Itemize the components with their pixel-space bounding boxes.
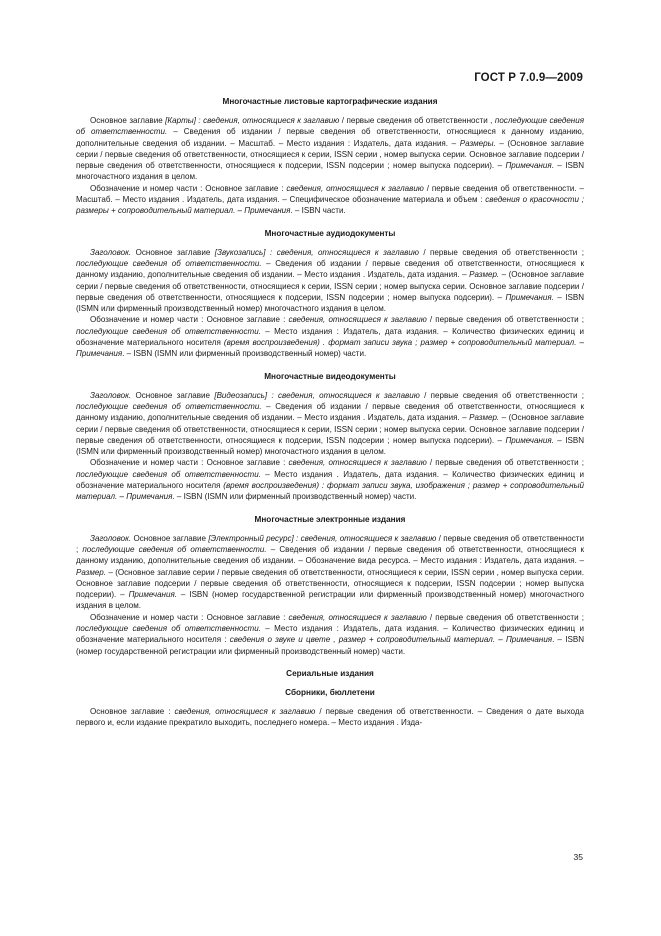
section-title: Сериальные издания xyxy=(286,668,374,678)
paragraph xyxy=(76,612,584,657)
text-run: Основное заглавие xyxy=(131,390,215,400)
text-run: – ISBN (ISMN или фирменный производственный номер) многочастного издания в целом. xyxy=(76,435,585,457)
text-run: . – ISBN (номер государственной регистрации или фирменный производственный номер) части. xyxy=(76,635,584,656)
text-run: / первые сведения об ответственности ; xyxy=(426,315,584,325)
italic-text-run: последующие сведения об ответственности. xyxy=(82,544,267,554)
italic-text-run: (время воспроизведения) . формат записи звука ; размер + сопроводительный материал. – Примечания xyxy=(76,338,584,359)
text-run: / первые сведения об ответственности ; xyxy=(418,247,584,257)
text-run: / первые сведения об ответственности ; xyxy=(426,458,584,468)
section-video xyxy=(76,371,584,503)
text-run: – (Основное заглавие серии / первые сведения об ответственности, относящиеся к серии, ISSN серии ; номер выпуска серии. Основное заглавие подсерии / первые сведения об ответственности, относящиеся к подсерии, ISSN подсерии ; номер выпуска подсерии). – xyxy=(76,413,584,445)
italic-text-run: (время воспроизведения) : формат записи звука, изображения ; размер + сопроводительный материал. – Примечания xyxy=(76,481,584,502)
paragraph xyxy=(76,390,584,458)
paragraph xyxy=(76,457,584,502)
text-run: Основное заглавие xyxy=(90,116,166,125)
italic-text-run: Размер. xyxy=(469,413,500,423)
italic-text-run: последующие сведения об ответственности. xyxy=(76,623,261,633)
text-run: – Место издания : Издатель, дата издания. – Количество физических единиц и обозначение материального носителя xyxy=(76,326,584,348)
text-run: Обозначение и номер части : Основное заглавие : xyxy=(90,612,289,622)
paragraph xyxy=(76,115,584,183)
section-title: Многочастные листовые картографические издания xyxy=(222,97,438,106)
text-run: – ISBN (номер государственной регистрации или фирменный производственный номер) многочастного издания в целом. xyxy=(76,590,584,611)
italic-text-run: последующие сведения об ответственности. xyxy=(76,326,261,336)
section-title: Многочастные электронные издания xyxy=(254,514,406,524)
text-run: Обозначение и номер части : Основное заглавие : xyxy=(90,315,289,325)
text-run: . – ISBN части. xyxy=(290,206,346,216)
text-run: Основное заглавие xyxy=(131,533,209,543)
italic-text-run: сведения, относящиеся к заглавию xyxy=(288,458,427,468)
italic-text-run: Заголовок. xyxy=(90,533,132,543)
italic-text-run: Примечания. xyxy=(505,292,554,302)
italic-text-run: сведения о звуке и цвете , размер + сопроводительный материал. – Примечания xyxy=(229,635,553,645)
section-cartographic xyxy=(76,96,584,217)
text-run: – ISBN (ISMN или фирменный производственный номер) многочастного издания в целом. xyxy=(76,292,585,314)
text-run: – Сведения об издании / первые сведения об ответственности, относящиеся к данному изданию, дополнительные сведения об издании. – Обозначение вида ресурса. – Место издания : Издатель, дата издания. – xyxy=(76,544,584,566)
italic-text-run: [Звукозапись] : сведения, относящиеся к заглавию xyxy=(214,247,419,257)
italic-text-run: последующие сведения об ответственности. xyxy=(76,401,262,411)
italic-text-run: последующие сведения об ответственности. xyxy=(76,116,584,137)
italic-text-run: [Электронный ресурс] : сведения, относящиеся к заглавию xyxy=(208,533,437,543)
paragraph xyxy=(76,533,584,612)
text-run: Обозначение и номер части : Основное заглавие : xyxy=(90,458,289,468)
section-serial xyxy=(76,668,584,679)
text-run: . – ISBN (ISMN или фирменный производственный номер) части. xyxy=(172,492,417,502)
text-run: / первые сведения об ответственности ; xyxy=(419,390,585,400)
italic-text-run: Заголовок. xyxy=(90,390,132,400)
text-run: – (Основное заглавие серии / первые сведения об ответственности, относящиеся к серии, ISSN серии , номер выпуска серии. Основное заглавие подсерии / первые сведения об ответственности, относящиеся к подсерии, ISSN подсерии ; номер выпуска подсерии). – xyxy=(76,567,584,600)
italic-text-run: [Карты] : сведения, относящиеся к заглавию xyxy=(165,116,340,125)
italic-text-run: последующие сведения об ответственности. xyxy=(76,258,262,268)
section-title: Многочастные аудиодокументы xyxy=(264,228,396,238)
italic-text-run: [Видеозапись] : сведения, относящиеся к заглавию xyxy=(214,390,420,400)
text-run: . – ISBN многочастного издания в целом. xyxy=(76,161,585,182)
paragraph xyxy=(76,183,584,217)
paragraph xyxy=(76,247,584,315)
text-run: / первые сведения об ответственности. – Масштаб. – Место издания . Издатель, дата издания. – Специфическое обозначение материала и объем : xyxy=(76,183,584,205)
italic-text-run: Размер. xyxy=(469,270,500,280)
standard-header: ГОСТ Р 7.0.9—2009 xyxy=(474,72,583,84)
section-title: Многочастные видеодокументы xyxy=(264,371,396,381)
paragraph xyxy=(76,706,584,729)
italic-text-run: сведения, относящиеся к заглавию xyxy=(174,706,316,716)
page-number: 35 xyxy=(573,852,583,862)
text-run: Обозначение и номер части : Основное заглавие : xyxy=(90,183,287,193)
text-run: – Сведения об издании / первые сведения об ответственности, относящиеся к данному изданию, дополнительные сведения об издании. – Место издания . Издатель, дата издания. – xyxy=(76,401,584,423)
italic-text-run: сведения, относящиеся к заглавию xyxy=(288,612,427,622)
italic-text-run: сведения о красочности ; размеры + сопроводительный материал. – Примечания xyxy=(76,195,584,216)
text-run: / первые сведения об ответственности. – Сведения о дате выхода первого и, если издание прекратило выходить, последнего номера. – Место издания . Изда- xyxy=(76,706,585,728)
italic-text-run: Заголовок. xyxy=(90,247,132,257)
text-run: . – (Основное заглавие серии / первые сведения об ответственности, относящиеся к серии, ISSN серии , номер выпуска серии. Основное заглавие подсерии / первые сведения об ответственности, относящиеся к подсерии, ISSN подсерии ; номер выпуска подсерии). – xyxy=(76,138,584,171)
italic-text-run: Примечания. xyxy=(505,435,554,445)
paragraph xyxy=(76,314,584,359)
text-run: / первые сведения об ответственности , xyxy=(339,116,495,125)
section-audio xyxy=(76,228,584,360)
italic-text-run: сведения, относящиеся к заглавию xyxy=(286,183,424,193)
text-run: – Место издания : Издатель, дата издания. – Количество физических единиц и обозначение материального носителя : xyxy=(76,623,584,645)
text-run: / первые сведения об ответственности ; xyxy=(76,533,584,554)
text-run: / первые сведения об ответственности ; xyxy=(426,612,584,622)
section-collections xyxy=(76,687,584,729)
text-run: Основное заглавие xyxy=(131,247,215,257)
section-electronic xyxy=(76,514,584,657)
text-run: Основное заглавие : xyxy=(90,706,175,716)
text-run: – Место издания . Издатель, дата издания. – Количество физических единиц и обозначение материального носителя xyxy=(76,469,584,491)
italic-text-run: Размеры xyxy=(459,138,494,148)
text-run: – Сведения об издании / первые сведения об ответственности, относящиеся к данному изданию, дополнительные сведения об издании. – Масштаб. – Место издания : Издатель, дата издания. – xyxy=(76,127,584,148)
italic-text-run: Размер. xyxy=(76,567,107,577)
italic-text-run: последующие сведения об ответственности. xyxy=(76,469,261,479)
text-run: – (Основное заглавие серии / первые сведения об ответственности, относящиеся к серии, ISSN серии ; номер выпуска серии. Основное заглавие подсерии / первые сведения об ответственности, относящиеся к подсерии, ISSN подсерии ; номер выпуска подсерии). – xyxy=(76,270,584,302)
text-run: . – ISBN (ISMN или фирменный производственный номер) части. xyxy=(122,349,367,359)
italic-text-run: Примечания xyxy=(505,161,552,171)
document-body xyxy=(76,96,584,739)
italic-text-run: сведения, относящиеся к заглавию xyxy=(288,315,427,325)
italic-text-run: Примечания. xyxy=(128,590,177,600)
section-title: Сборники, бюллетени xyxy=(285,687,375,697)
text-run: – Сведения об издании / первые сведения об ответственности, относящиеся к данному изданию, дополнительные сведения об издании. – Место издания . Издатель, дата издания. – xyxy=(76,258,584,280)
